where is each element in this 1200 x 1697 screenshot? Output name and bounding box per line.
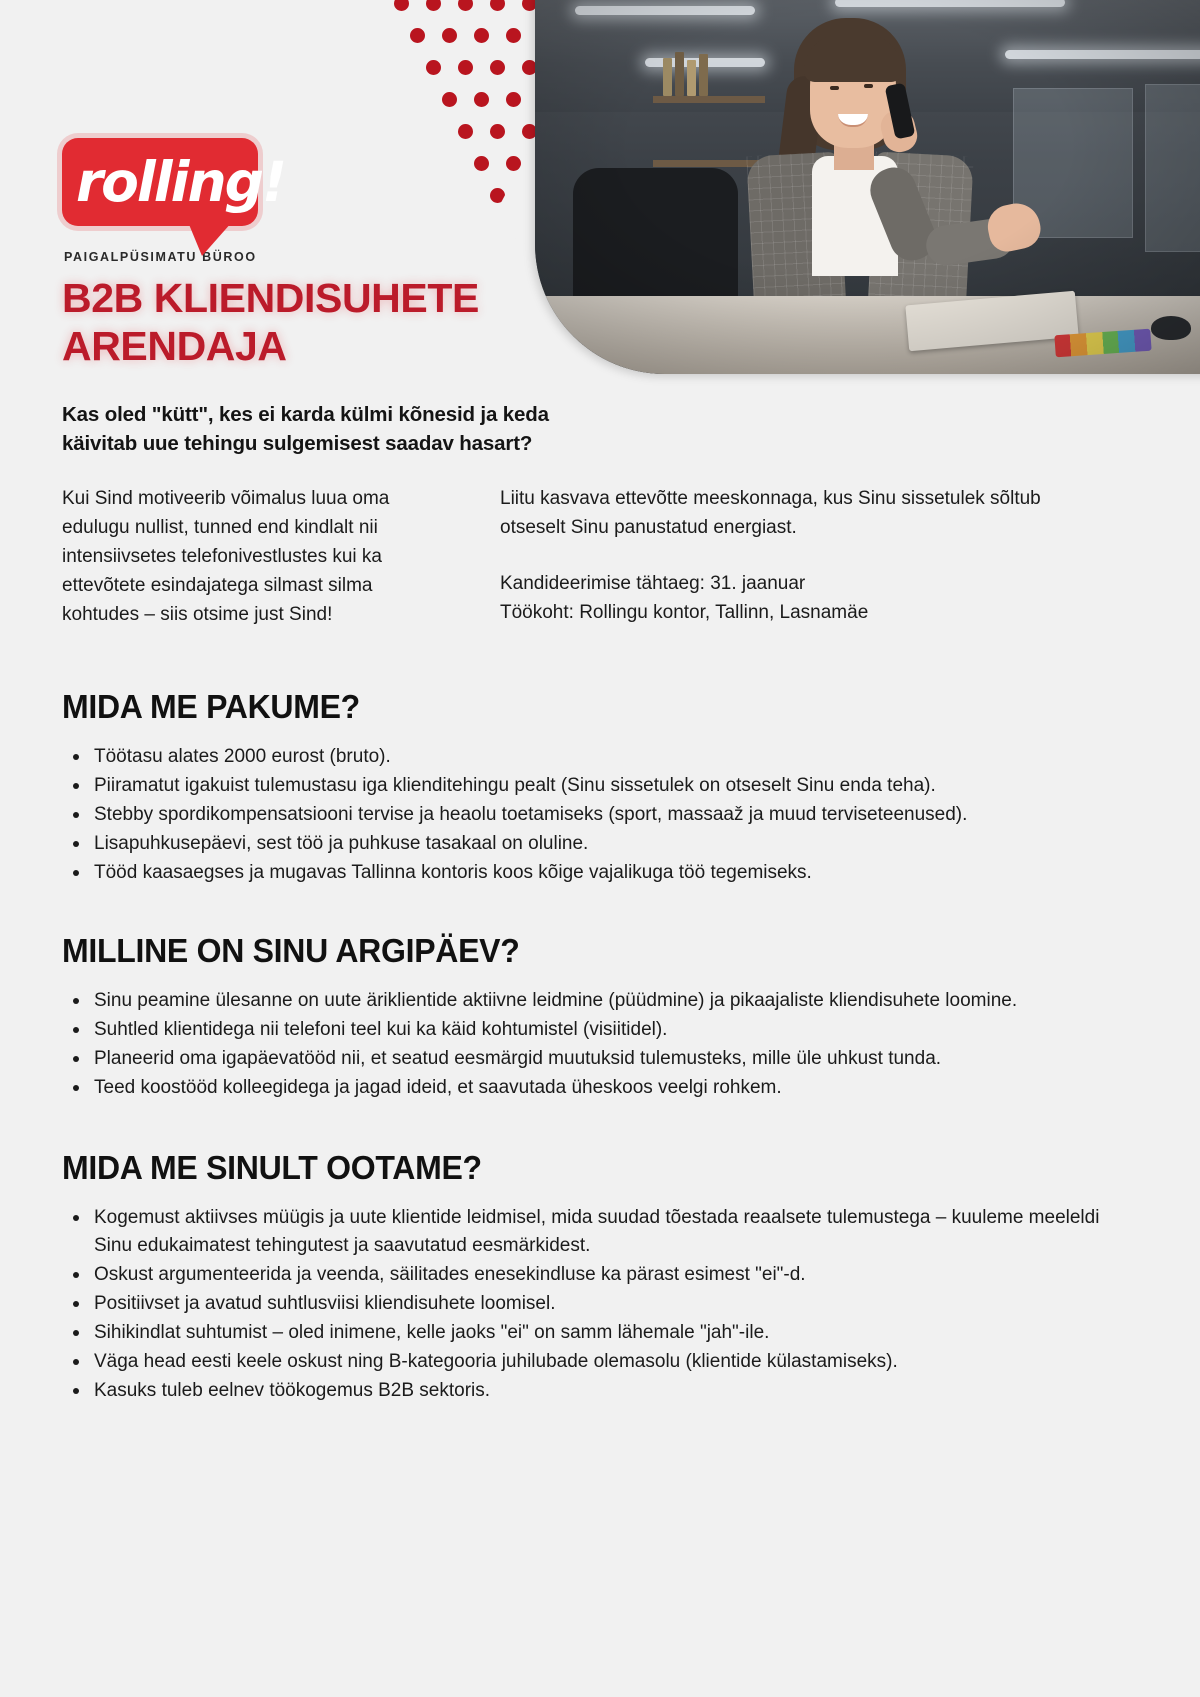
pattern-dot: [474, 28, 489, 43]
offer-bullet-list: [62, 743, 1138, 887]
logo-speech-bubble-icon: [62, 138, 286, 226]
section-what-we-expect: [62, 1148, 1138, 1405]
list-item: Piiramatut igakuist tulemustasu iga klienditehingu pealt (Sinu sissetulek on otseselt Sinu enda teha).: [62, 772, 1138, 800]
list-item: Lisapuhkusepäevi, sest töö ja puhkuse tasakaal on oluline.: [62, 830, 1138, 858]
pattern-dot: [458, 60, 473, 75]
section-heading: MIDA ME SINULT OOTAME?: [62, 1149, 482, 1186]
list-item: Sinu peamine ülesanne on uute äriklientide aktiivne leidmine (püüdmine) ja pikaajaliste kliendisuhete loomine.: [62, 987, 1138, 1015]
photo-vignette-overlay: [535, 0, 1200, 374]
pattern-dot: [426, 0, 441, 11]
intro-columns: [62, 484, 1138, 629]
logo-wordmark: rolling!: [76, 150, 286, 214]
list-item: Teed koostööd kolleegidega ja jagad ideid, et saavutada üheskoos veelgi rohkem.: [62, 1074, 1138, 1102]
company-tagline: PAIGALPÜSIMATU BÜROO: [64, 250, 257, 264]
application-deadline: Kandideerimise tähtaeg: 31. jaanuar: [500, 573, 806, 594]
application-details: [500, 569, 1100, 627]
job-title-line-2: ARENDAJA: [62, 323, 287, 369]
job-title-line-1: B2B KLIENDISUHETE: [62, 275, 479, 321]
list-item: Tööd kaasaegses ja mugavas Tallinna kontoris koos kõige vajalikuga töö tegemiseks.: [62, 859, 1138, 887]
pattern-dot: [426, 60, 441, 75]
list-item: Positiivset ja avatud suhtlusviisi kliendisuhete loomisel.: [62, 1290, 1138, 1318]
photo-office-scene: [535, 0, 1200, 374]
pattern-dot: [442, 28, 457, 43]
pattern-dot: [490, 0, 505, 11]
hero-photo-saleswoman-on-phone: [535, 0, 1200, 374]
job-title: [62, 274, 532, 370]
list-item: Kogemust aktiivses müügis ja uute klientide leidmisel, mida suudad tõestada reaalsete tulemustega – kuuleme meeleldi Sinu edukaimatest tehingutest ja saavutatud eesmärkidest.: [62, 1204, 1138, 1260]
list-item: Kasuks tuleb eelnev töökogemus B2B sektoris.: [62, 1377, 1138, 1405]
section-heading: MILLINE ON SINU ARGIPÄEV?: [62, 932, 520, 969]
section-your-day-to-day: [62, 931, 1138, 1102]
intro-paragraph-right: Liitu kasvava ettevõtte meeskonnaga, kus Sinu sissetulek sõltub otseselt Sinu panustatud energiast.: [500, 488, 1041, 538]
list-item: Töötasu alates 2000 eurost (bruto).: [62, 743, 1138, 771]
list-item: Sihikindlat suhtumist – oled inimene, kelle jaoks "ei" on samm lähemale "jah"-ile.: [62, 1319, 1138, 1347]
intro-paragraph-left: Kui Sind motiveerib võimalus luua oma edulugu nullist, tunned end kindlalt nii intensiivsetes telefonivestlustes kui ka ettevõtete esindajatega silmast silma kohtudes – siis otsime just Sind!: [62, 488, 390, 625]
pattern-dot: [506, 28, 521, 43]
section-what-we-offer: [62, 687, 1138, 887]
logo-bubble-tail: [188, 222, 232, 256]
intro-column-right: [500, 484, 1100, 629]
work-location: Töökoht: Rollingu kontor, Tallinn, Lasnamäe: [500, 602, 869, 623]
lead-question: Kas oled "kütt", kes ei karda külmi kõnesid ja keda käivitab uue tehingu sulgemisest saadav hasart?: [62, 403, 549, 455]
pattern-dot: [474, 92, 489, 107]
pattern-dot: [506, 92, 521, 107]
list-item: Väga head eesti keele oskust ning B-kategooria juhilubade olemasolu (klientide külastamiseks).: [62, 1348, 1138, 1376]
pattern-dot: [490, 124, 505, 139]
pattern-dot: [474, 156, 489, 171]
pattern-dot: [458, 124, 473, 139]
intro-column-left: [62, 484, 434, 629]
list-item: Oskust argumenteerida ja veenda, säilitades enesekindluse ka pärast esimest "ei"-d.: [62, 1261, 1138, 1289]
company-logo: [62, 138, 286, 264]
list-item: Planeerid oma igapäevatööd nii, et seatud eesmärgid muutuksid tulemusteks, mille üle uhkust tunda.: [62, 1045, 1138, 1073]
daily-work-bullet-list: [62, 987, 1138, 1102]
pattern-dot: [458, 0, 473, 11]
advert-body: [0, 400, 1200, 1406]
pattern-dot: [394, 0, 409, 11]
pattern-dot: [410, 28, 425, 43]
pattern-dot: [490, 60, 505, 75]
pattern-dot: [442, 92, 457, 107]
section-heading: MIDA ME PAKUME?: [62, 688, 360, 725]
list-item: Stebby spordikompensatsiooni tervise ja heaolu toetamiseks (sport, massaaž ja muud terviseteenused).: [62, 801, 1138, 829]
requirements-bullet-list: [62, 1204, 1138, 1405]
list-item: Suhtled klientidega nii telefoni teel kui ka käid kohtumistel (visiitidel).: [62, 1016, 1138, 1044]
